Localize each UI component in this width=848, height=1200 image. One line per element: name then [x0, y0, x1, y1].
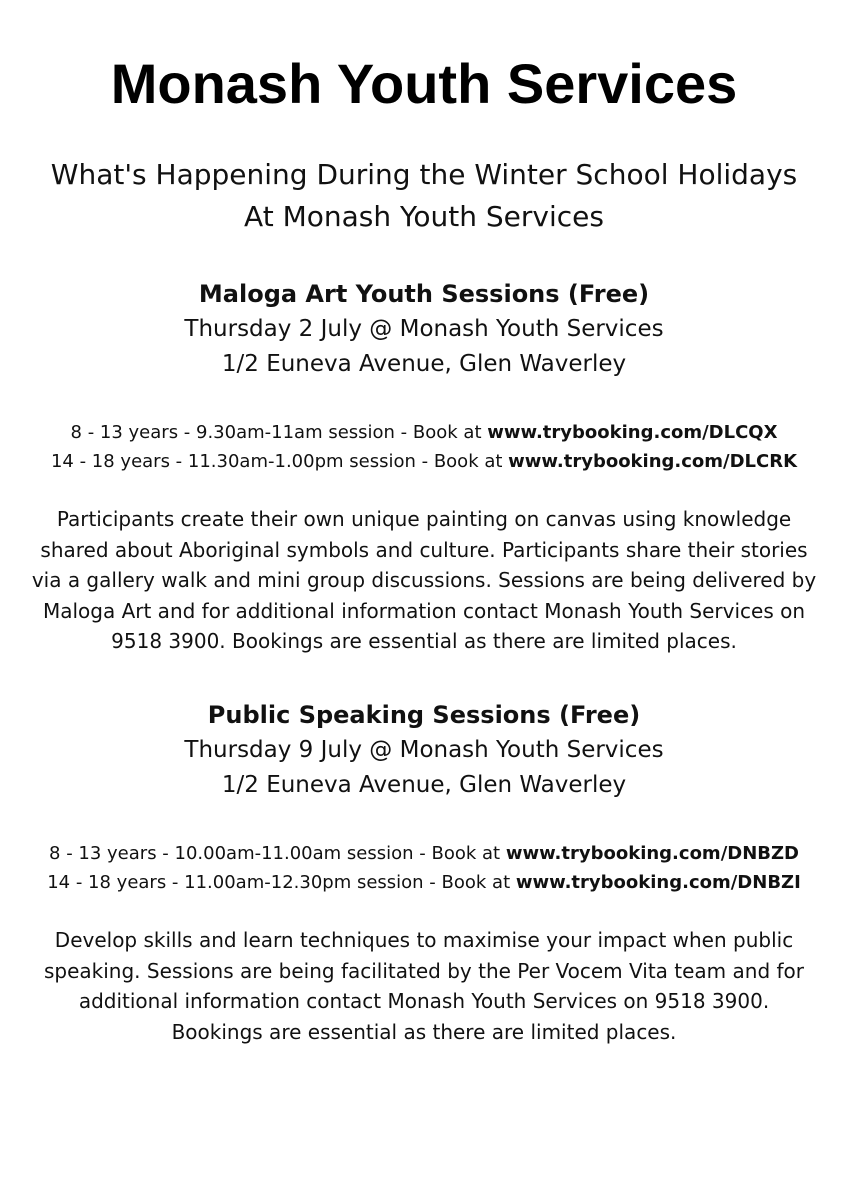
session-address: 1/2 Euneva Avenue, Glen Waverley [221, 351, 627, 377]
description-line: Participants create their own unique painting on canvas using knowledge [56, 507, 792, 531]
session-title: Public Speaking Sessions (Free) [207, 701, 641, 729]
description-line: speaking. Sessions are being facilitated by the Per Vocem Vita team and for [43, 958, 805, 983]
booking-line [0, 447, 848, 476]
booking-text: 14 - 18 years - 11.00am-12.30pm session - Book at [47, 872, 516, 893]
page-subtitle [0, 154, 848, 238]
session-title: Maloga Art Youth Sessions (Free) [198, 280, 650, 308]
subtitle-line: At Monash Youth Services [244, 200, 604, 233]
description-line: Bookings are essential as there are limited places. [171, 1019, 677, 1044]
subtitle-line: What's Happening During the Winter School Holidays [50, 158, 798, 191]
session-date: Thursday 9 July @ Monash Youth Services [184, 737, 664, 763]
booking-link[interactable]: www.trybooking.com/DNBZD [505, 843, 799, 864]
session-date: Thursday 2 July @ Monash Youth Services [184, 316, 664, 342]
description-line: 9518 3900. Bookings are essential as there are limited places. [111, 629, 737, 653]
session-address: 1/2 Euneva Avenue, Glen Waverley [221, 772, 627, 798]
booking-text: 14 - 18 years - 11.30am-1.00pm session - Book at [50, 451, 509, 472]
booking-line [0, 418, 848, 447]
session-description [10, 925, 838, 1047]
description-line: additional information contact Monash Youth Services on 9518 3900. [78, 989, 770, 1013]
description-line: shared about Aboriginal symbols and culture. Participants share their stories [40, 537, 808, 562]
booking-link[interactable]: www.trybooking.com/DLCQX [487, 422, 778, 443]
session-description [10, 504, 838, 657]
booking-line [0, 868, 848, 897]
page-title: Monash Youth Services [110, 52, 738, 115]
description-line: Maloga Art and for additional information contact Monash Youth Services on [42, 598, 806, 623]
booking-link[interactable]: www.trybooking.com/DLCRK [508, 451, 798, 472]
booking-text: 8 - 13 years - 9.30am-11am session - Book at [70, 422, 488, 443]
booking-text: 8 - 13 years - 10.00am-11.00am session - Book at [49, 843, 506, 864]
booking-link[interactable]: www.trybooking.com/DNBZI [515, 872, 801, 893]
description-line: Develop skills and learn techniques to maximise your impact when public [54, 928, 794, 952]
description-line: via a gallery walk and mini group discussions. Sessions are being delivered by [31, 568, 817, 592]
booking-line [0, 839, 848, 868]
